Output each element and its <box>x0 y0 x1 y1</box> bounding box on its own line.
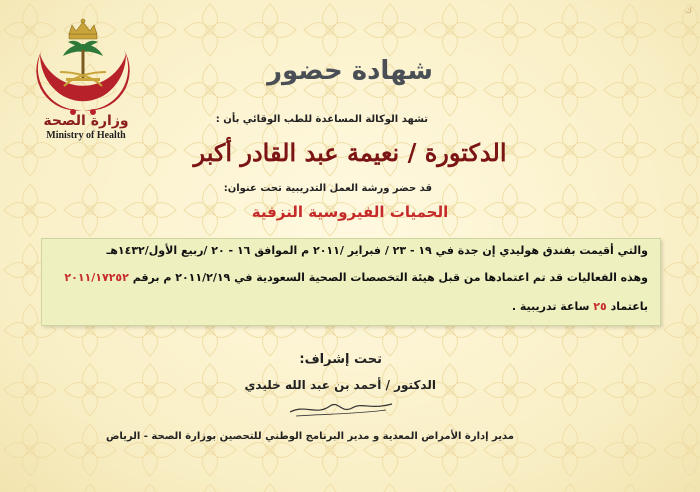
supervisor-name: الدكتور / أحمد بن عبد الله خليدي <box>244 378 436 392</box>
attended-text: قد حضر ورشة العمل التدريبية تحت عنوان: <box>223 183 432 194</box>
accreditation-number: ٢٠١١/١٧٢٥٢ <box>64 271 129 284</box>
details-line-2 <box>64 271 648 284</box>
recipient-name: الدكتورة / نعيمة عبد القادر أكبر <box>193 138 507 167</box>
supervisor-title: مدير إدارة الأمراض المعدية و مدير البرنامج الوطني للتحصين بوزارة الصحة - الرياض <box>105 431 514 442</box>
attest-text: تشهد الوكالة المساعدة للطب الوقائي بأن : <box>215 114 428 125</box>
certificate-title: شهادة حضور <box>267 56 433 86</box>
signature-icon <box>286 396 396 420</box>
logo-english-text: Ministry of Health <box>46 130 126 141</box>
details-line-3-prefix: باعتماد <box>610 300 648 313</box>
workshop-subject: الحميات الفيروسية النزفية <box>251 203 449 221</box>
details-line-3-suffix: ساعة تدريبية . <box>511 300 590 313</box>
logo-arabic-text: وزارة الصحة <box>43 113 129 129</box>
details-line-1: والتي أقيمت بفندق هوليدي إن جدة في ١٩ - ٢٣ / فبراير /٢٠١١ م الموافق ١٦ - ٢٠ /ربيع الأول/١٤٣٢هـ <box>106 244 648 257</box>
details-line-3 <box>512 300 648 313</box>
supervision-label: تحت إشراف: <box>299 352 382 367</box>
details-line-2-text: وهذه الفعاليات قد تم اعتمادها من قبل هيئة التخصصات الصحية السعودية في ٢٠١١/٢/١٩ م برقم <box>132 271 648 284</box>
corner-mark: ك <box>685 6 692 15</box>
training-hours: ٢٥ <box>593 300 607 313</box>
